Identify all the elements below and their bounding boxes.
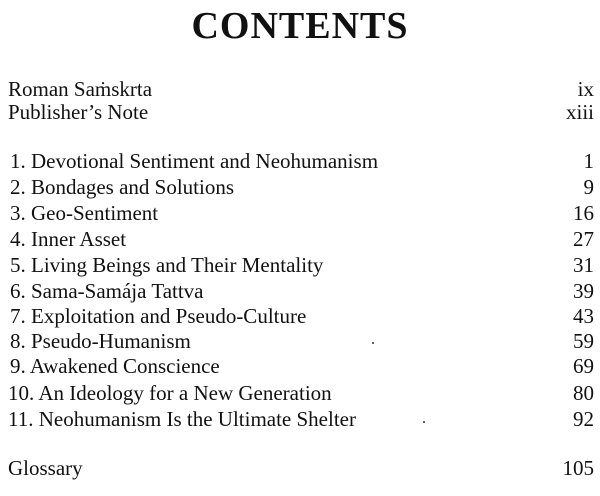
toc-entry-page: 16	[573, 201, 594, 225]
toc-entry-chapter-2	[0, 174, 600, 200]
toc-entry-chapter-4	[0, 226, 600, 252]
toc-entry-page: 69	[573, 354, 594, 378]
toc-entry-label: 9. Awakened Conscience	[10, 354, 220, 378]
toc-entry-label: 2. Bondages and Solutions	[10, 175, 234, 199]
toc-entry-page: 92	[573, 407, 594, 431]
toc-entry-chapter-1	[0, 148, 600, 174]
page-title: CONTENTS	[191, 5, 409, 47]
toc-entry-label: 8. Pseudo-Humanism	[10, 329, 191, 353]
toc-entry-page: 59	[573, 329, 594, 353]
toc-entry-label: 3. Geo-Sentiment	[10, 201, 159, 225]
toc-entry-label: Roman Saṁskrta	[8, 77, 153, 101]
toc-entry-chapter-9	[0, 353, 600, 379]
toc-entry-chapter-11	[0, 406, 600, 432]
toc-entry-page: 9	[583, 175, 594, 199]
toc-entry-page: 1	[583, 149, 594, 173]
toc-entry-label: Glossary	[8, 456, 83, 480]
toc-entry-label: 5. Living Beings and Their Mentality	[10, 253, 324, 277]
toc-entry-page: 80	[573, 381, 594, 405]
toc-entry-page: 43	[573, 304, 594, 328]
toc-entry-label: 1. Devotional Sentiment and Neohumanism	[10, 149, 379, 173]
toc-entry-chapter-8	[0, 328, 600, 354]
toc-entry-page: xiii	[565, 100, 594, 124]
print-speck	[423, 421, 425, 423]
toc-entry-label: 4. Inner Asset	[10, 227, 127, 251]
toc-entry-label: Publisher’s Note	[8, 100, 149, 124]
toc-entry-chapter-10	[0, 380, 600, 406]
toc-entry-chapter-5	[0, 252, 600, 278]
toc-entry-label: 10. An Ideology for a New Generation	[8, 381, 332, 405]
toc-entry-label: 6. Sama-Samája Tattva	[10, 279, 204, 303]
toc-entry-chapter-7	[0, 303, 600, 329]
toc-entry-page: 27	[573, 227, 594, 251]
toc-entry-publishers-note	[0, 99, 600, 125]
print-speck	[372, 342, 374, 344]
toc-entry-page: 105	[562, 456, 594, 480]
toc-entry-page: 39	[573, 279, 594, 303]
toc-entry-label: 7. Exploitation and Pseudo-Culture	[10, 304, 307, 328]
toc-entry-page: ix	[577, 77, 594, 101]
toc-entry-page: 31	[573, 253, 594, 277]
toc-entry-chapter-3	[0, 200, 600, 226]
toc-entry-chapter-6	[0, 278, 600, 304]
toc-entry-glossary	[0, 455, 600, 481]
toc-entry-label: 11. Neohumanism Is the Ultimate Shelter	[8, 407, 356, 431]
